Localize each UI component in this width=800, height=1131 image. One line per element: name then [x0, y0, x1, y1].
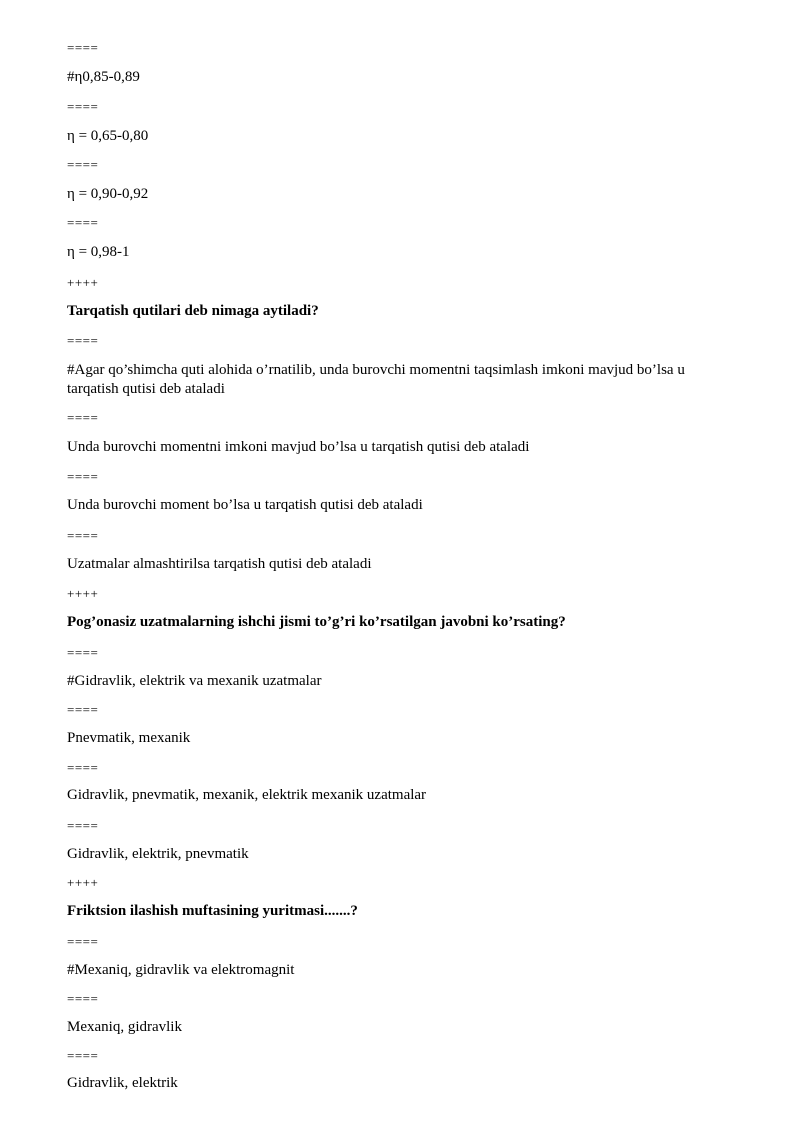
answer-option: #Gidravlik, elektrik va mexanik uzatmalar	[67, 673, 322, 689]
separator: ====	[67, 702, 99, 717]
separator: ====	[67, 333, 99, 348]
answer-option: #Agar qo’shimcha quti alohida o’rnatilib, unda burovchi momentni taqsimlash imkoni mavjud bo’lsa u tarqatish qutisi deb ataladi	[67, 362, 685, 397]
separator: ++++	[67, 275, 99, 290]
separator: ====	[67, 215, 99, 230]
question-text: Pog’onasiz uzatmalarning ishchi jismi to’g’ri ko’rsatilgan javobni ko’rsating?	[67, 614, 566, 630]
separator: ====	[67, 1048, 99, 1063]
answer-option: Mexaniq, gidravlik	[67, 1019, 182, 1035]
separator: ====	[67, 157, 99, 172]
separator: ++++	[67, 586, 99, 601]
separator: ====	[67, 410, 99, 425]
question-text: Friktsion ilashish muftasining yuritmasi.......?	[67, 903, 358, 919]
answer-option: #η0,85-0,89	[67, 69, 140, 85]
separator: ====	[67, 645, 99, 660]
answer-option: #Mexaniq, gidravlik va elektromagnit	[67, 962, 295, 978]
answer-option: Gidravlik, elektrik, pnevmatik	[67, 846, 249, 862]
answer-option: η = 0,98-1	[67, 244, 130, 260]
answer-option: Unda burovchi moment bo’lsa u tarqatish qutisi deb ataladi	[67, 497, 423, 513]
separator: ====	[67, 991, 99, 1006]
separator: ++++	[67, 875, 99, 890]
separator: ====	[67, 99, 99, 114]
answer-option: Pnevmatik, mexanik	[67, 730, 191, 746]
separator: ====	[67, 40, 99, 55]
answer-option: Gidravlik, elektrik	[67, 1075, 178, 1091]
separator: ====	[67, 760, 99, 775]
separator: ====	[67, 469, 99, 484]
separator: ====	[67, 818, 99, 833]
separator: ====	[67, 934, 99, 949]
answer-option: Unda burovchi momentni imkoni mavjud bo’lsa u tarqatish qutisi deb ataladi	[67, 439, 530, 455]
answer-option: Gidravlik, pnevmatik, mexanik, elektrik mexanik uzatmalar	[67, 787, 427, 803]
question-text: Tarqatish qutilari deb nimaga aytiladi?	[67, 303, 319, 319]
answer-option: Uzatmalar almashtirilsa tarqatish qutisi deb ataladi	[67, 556, 372, 572]
answer-option: η = 0,65-0,80	[67, 128, 149, 144]
answer-option: η = 0,90-0,92	[67, 186, 149, 202]
separator: ====	[67, 528, 99, 543]
